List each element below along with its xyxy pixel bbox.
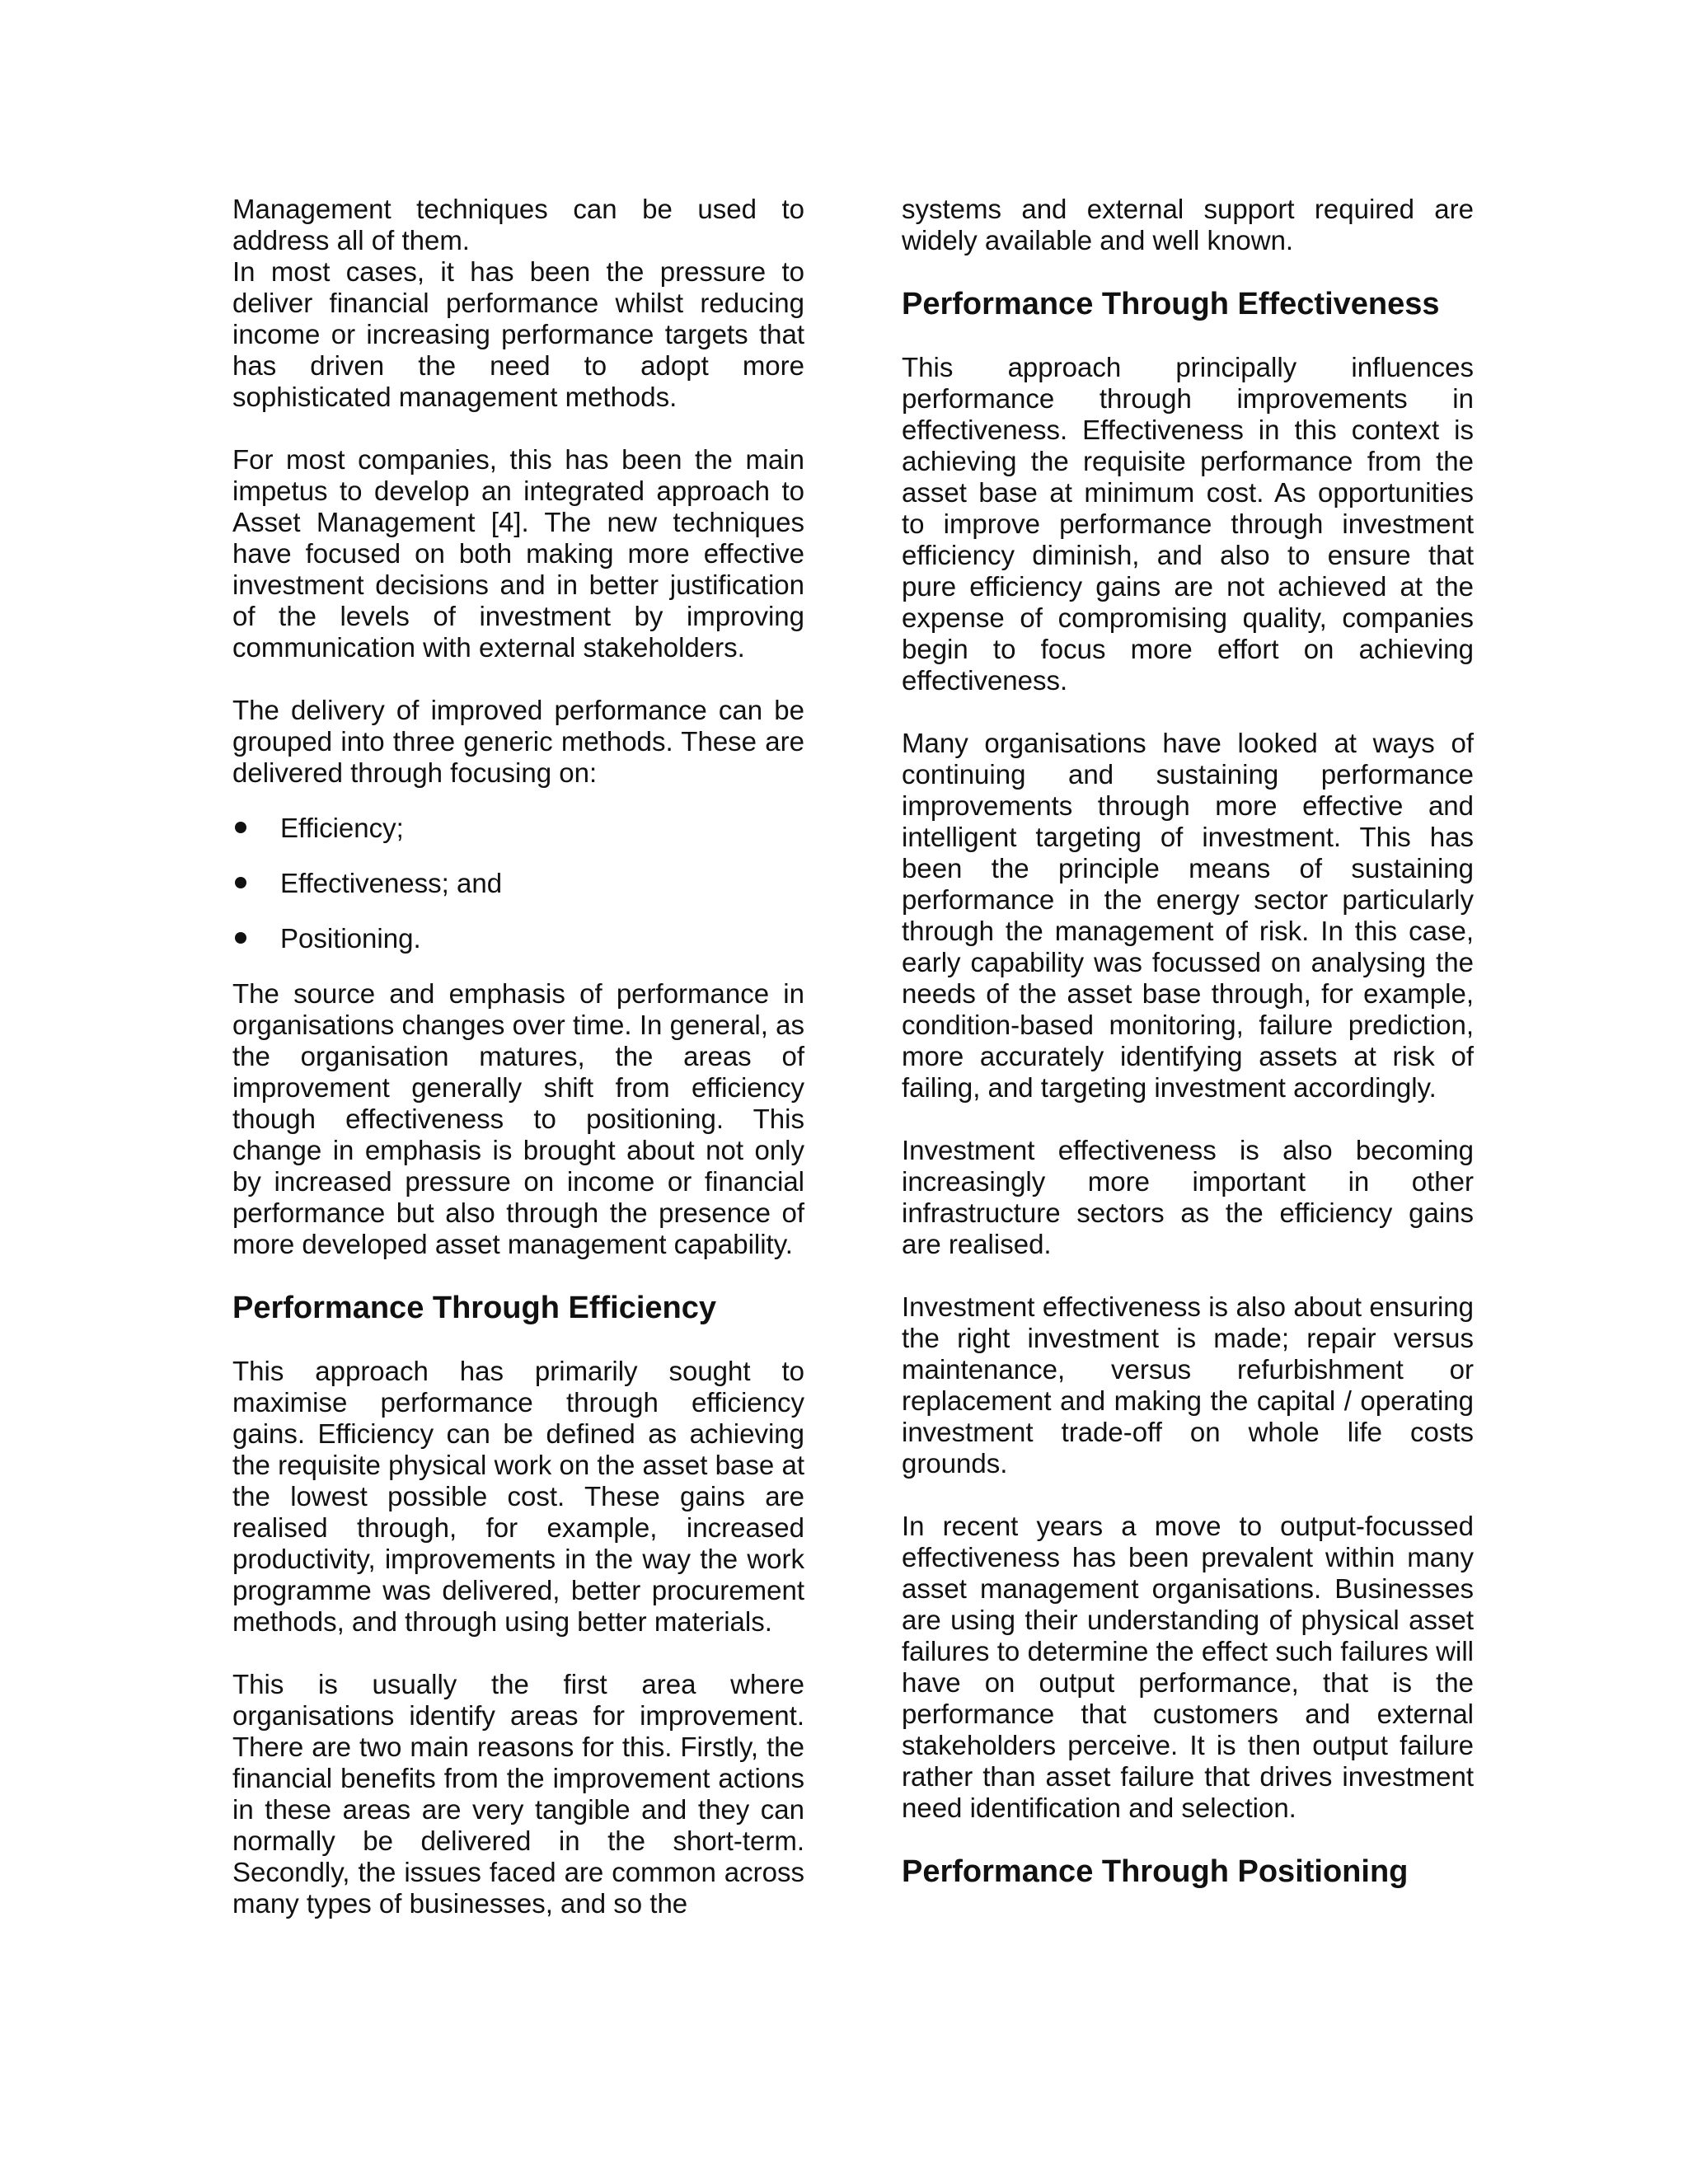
paragraph-integrated-approach: For most companies, this has been the main impetus to develop an integrated approach to Asset Management [4]. The new techniques have focused on both making more effective investment decisions and in better justification of the levels of investment by improving communication with external stakeholders.	[232, 444, 804, 663]
left-column	[232, 194, 804, 1919]
list-item: Positioning.	[232, 923, 804, 954]
bullet-list	[232, 813, 804, 954]
paragraph-first-area: This is usually the first area where organisations identify areas for improvement. There are two main reasons for this. Firstly, the financial benefits from the improvement actions in these areas are very tangible and they can normally be delivered in the short-term. Secondly, the issues faced are common across many types of businesses, and so the	[232, 1669, 804, 1919]
bullet-icon	[235, 877, 246, 888]
paragraph-financial-pressure: In most cases, it has been the pressure to deliver financial performance whilst reducing income or increasing performance targets that has driven the need to adopt more sophisticated management methods.	[232, 256, 804, 412]
paragraph-output-focussed: In recent years a move to output-focussed effectiveness has been prevalent within many asset management organisations. Businesses are using their understanding of physical asset failures to determine the effect such failures will have on output performance, that is the performance that customers and external stakeholders perceive. It is then output failure rather than asset failure that drives investment need identification and selection.	[902, 1511, 1474, 1823]
heading-performance-positioning: Performance Through Positioning	[902, 1854, 1409, 1889]
paragraph-generic-methods: The delivery of improved performance can be grouped into three generic methods. These are delivered through focusing on:	[232, 695, 804, 788]
paragraph-systems-support: systems and external support required are widely available and well known.	[902, 194, 1474, 255]
list-item: Effectiveness; and	[232, 868, 804, 899]
paragraph-right-investment: Investment effectiveness is also about ensuring the right investment is made; repair versus maintenance, versus refurbishment or replacement and making the capital / operating investment trade-off on whole life costs grounds.	[902, 1291, 1474, 1479]
paragraph-emphasis-change: The source and emphasis of performance in organisations changes over time. In general, as the organisation matures, the areas of improvement generally shift from efficiency though effectiveness to positioning. This change in emphasis is brought about not only by increased pressure on income or financial performance but also through the presence of more developed asset management capability.	[232, 978, 804, 1259]
bullet-icon	[235, 932, 246, 944]
heading-performance-efficiency: Performance Through Efficiency	[232, 1291, 717, 1325]
paragraph-targeting-investment: Many organisations have looked at ways of continuing and sustaining performance improvements through more effective and intelligent targeting of investment. This has been the principle means of sustaining performance in the energy sector particularly through the management of risk. In this case, early capability was focussed on analysing the needs of the asset base through, for example, condition-based monitoring, failure prediction, more accurately identifying assets at risk of failing, and targeting investment accordingly.	[902, 728, 1474, 1103]
paragraph-intro-continuation: Management techniques can be used to address all of them.	[232, 194, 804, 255]
paragraph-effectiveness-approach: This approach principally influences performance through improvements in effectiveness. Effectiveness in this context is achieving the requisite performance from the asset base at minimum cost. As opportunities to improve performance through investment efficiency diminish, and also to ensure that pure efficiency gains are not achieved at the expense of compromising quality, companies begin to focus more effort on achieving effectiveness.	[902, 352, 1474, 696]
paragraph-infrastructure-sectors: Investment effectiveness is also becoming increasingly more important in other infrastructure sectors as the efficiency gains are realised.	[902, 1135, 1474, 1259]
heading-performance-effectiveness: Performance Through Effectiveness	[902, 287, 1440, 321]
paragraph-efficiency-approach: This approach has primarily sought to maximise performance through efficiency gains. Efficiency can be defined as achieving the requisite physical work on the asset base at the lowest possible cost. These gains are realised through, for example, increased productivity, improvements in the way the work programme was delivered, better procurement methods, and through using better materials.	[232, 1356, 804, 1637]
bullet-icon	[235, 822, 246, 833]
right-column	[902, 194, 1474, 1890]
list-item: Efficiency;	[232, 813, 804, 844]
